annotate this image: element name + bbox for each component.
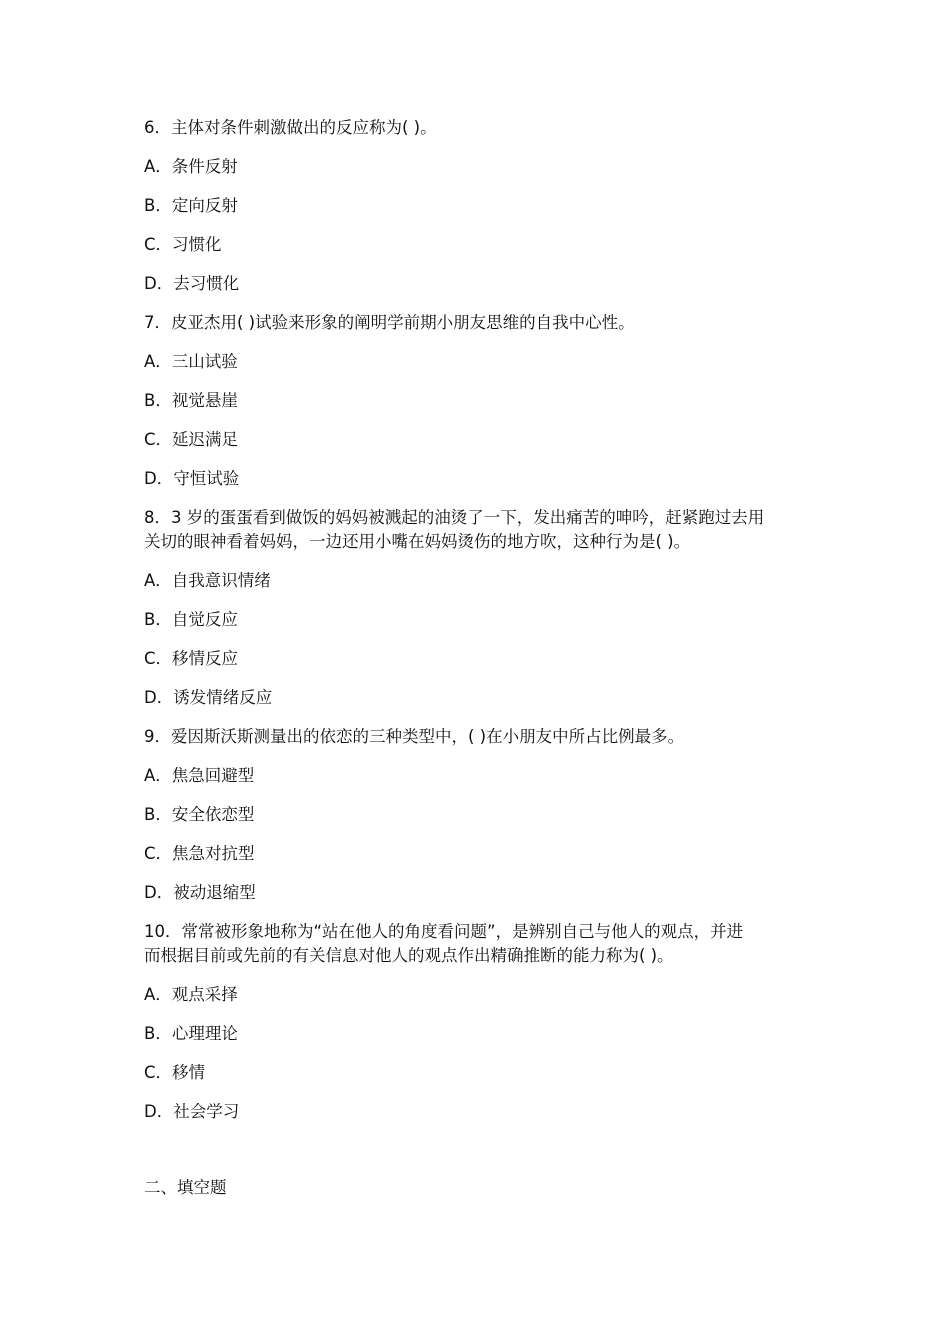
- question-8-stem-line-1: 8．3 岁的蛋蛋看到做饭的妈妈被溅起的油烫了一下，发出痛苦的呻吟，赶紧跑过去用: [144, 508, 765, 527]
- question-10-option-b: B．心理理论: [144, 1024, 238, 1043]
- question-6-option-b: B．定向反射: [144, 196, 238, 215]
- question-7-option-b: B．视觉悬崖: [144, 391, 238, 410]
- question-7-stem: 7．皮亚杰用( )试验来形象的阐明学前期小朋友思维的自我中心性。: [144, 313, 635, 332]
- question-9-option-a: A．焦急回避型: [144, 766, 255, 785]
- question-10-stem-line-1: 10．常常被形象地称为“站在他人的角度看问题”，是辨别自己与他人的观点，并进: [144, 922, 744, 941]
- question-9-option-d: D．被动退缩型: [144, 883, 256, 902]
- question-10-stem-line-2: 而根据目前或先前的有关信息对他人的观点作出精确推断的能力称为( )。: [144, 946, 674, 965]
- question-6-option-c: C．习惯化: [144, 235, 222, 254]
- question-10-option-d: D．社会学习: [144, 1102, 240, 1121]
- question-8-option-a: A．自我意识情绪: [144, 571, 271, 590]
- question-8-option-b: B．自觉反应: [144, 610, 238, 629]
- question-10-option-a: A．观点采择: [144, 985, 238, 1004]
- question-7-option-c: C．延迟满足: [144, 430, 239, 449]
- question-6-option-a: A．条件反射: [144, 157, 238, 176]
- question-10-option-c: C．移情: [144, 1063, 206, 1082]
- question-8-option-d: D．诱发情绪反应: [144, 688, 273, 707]
- question-9-stem: 9．爱因斯沃斯测量出的依恋的三种类型中，( )在小朋友中所占比例最多。: [144, 727, 685, 746]
- question-6-stem: 6．主体对条件刺激做出的反应称为( )。: [144, 118, 437, 137]
- question-9-option-c: C．焦急对抗型: [144, 844, 255, 863]
- question-6-option-d: D．去习惯化: [144, 274, 240, 293]
- question-7-option-d: D．守恒试验: [144, 469, 240, 488]
- question-8-option-c: C．移情反应: [144, 649, 239, 668]
- section-title-fill-in-blank: 二、填空题: [144, 1178, 227, 1197]
- question-9-option-b: B．安全依恋型: [144, 805, 255, 824]
- question-8-stem-line-2: 关切的眼神看着妈妈，一边还用小嘴在妈妈烫伤的地方吹，这种行为是( )。: [144, 532, 691, 551]
- question-7-option-a: A．三山试验: [144, 352, 238, 371]
